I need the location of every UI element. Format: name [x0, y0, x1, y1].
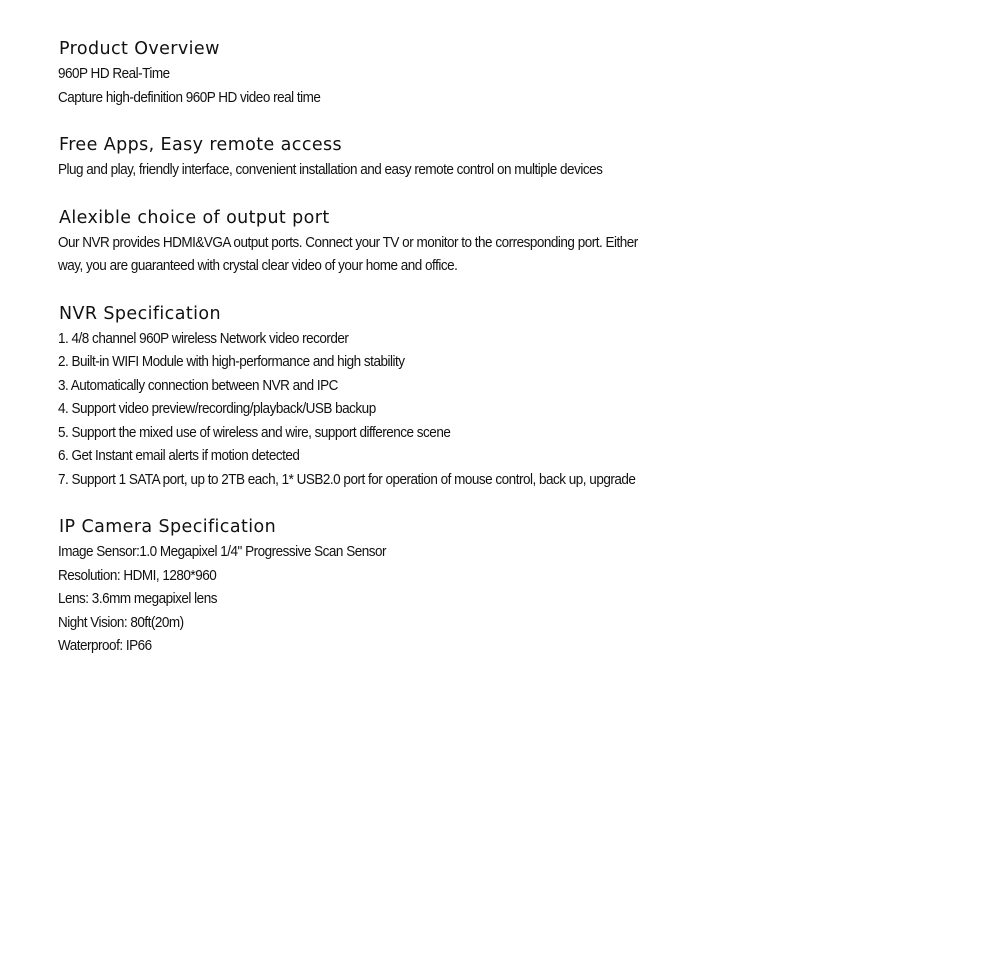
section-output-port	[58, 205, 958, 278]
product-description	[58, 36, 958, 658]
spec-list-item: Resolution: HDMI, 1280*960	[58, 566, 217, 584]
spec-list-item: 1. 4/8 channel 960P wireless Network video recorder	[58, 329, 349, 347]
text-line: Capture high-definition 960P HD video real time	[58, 88, 321, 106]
section-heading: IP Camera Specification	[59, 517, 277, 537]
text-line: Our NVR provides HDMI&VGA output ports. Connect your TV or monitor to the corresponding port. Either	[58, 233, 638, 251]
spec-list-item: 2. Built-in WIFI Module with high-performance and high stability	[58, 353, 405, 370]
spec-list-item: 6. Get Instant email alerts if motion detected	[58, 447, 300, 464]
section-heading: Alexible choice of output port	[59, 207, 330, 228]
section-free-apps	[58, 132, 958, 182]
section-heading: Free Apps, Easy remote access	[59, 135, 343, 155]
text-line: Plug and play, friendly interface, convenient installation and easy remote control on multiple devices	[58, 161, 603, 178]
spec-list-item: 3. Automatically connection between NVR and IPC	[58, 376, 338, 394]
section-nvr-specification	[58, 301, 958, 492]
section-heading: Product Overview	[59, 39, 220, 59]
spec-list-item: Image Sensor:1.0 Megapixel 1/4" Progressive Scan Sensor	[58, 543, 387, 560]
spec-list-item: 7. Support 1 SATA port, up to 2TB each, 1* USB2.0 port for operation of mouse control, back up, upgrade	[58, 470, 636, 488]
spec-list-item: Night Vision: 80ft(20m)	[58, 613, 184, 631]
text-line: way, you are guaranteed with crystal clear video of your home and office.	[58, 257, 458, 274]
spec-list-item: 4. Support video preview/recording/playback/USB backup	[58, 400, 376, 417]
section-heading: NVR Specification	[59, 303, 221, 324]
section-ip-camera-specification	[58, 514, 958, 658]
text-line: 960P HD Real-Time	[58, 65, 170, 82]
spec-list-item: Lens: 3.6mm megapixel lens	[58, 590, 217, 607]
spec-list-item: 5. Support the mixed use of wireless and wire, support difference scene	[58, 423, 451, 441]
spec-list-item: Waterproof: IP66	[58, 637, 152, 654]
section-product-overview	[58, 36, 958, 109]
